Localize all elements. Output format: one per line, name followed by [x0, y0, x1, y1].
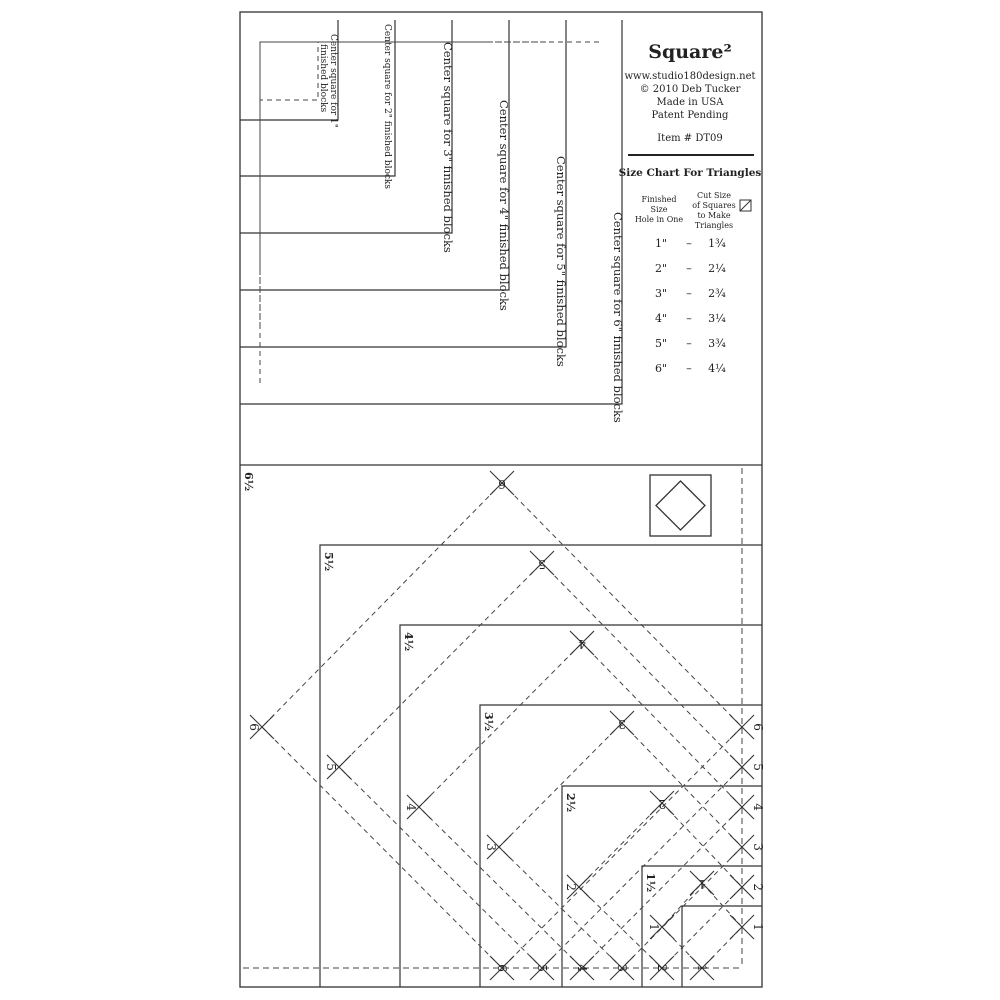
size-label-5: 1½ — [644, 873, 657, 893]
chart-finished-size: 2" — [654, 262, 668, 275]
diamond-mark-label: 2 — [751, 883, 765, 891]
center-label-4: Center square for 4" finished blocks — [497, 100, 511, 311]
col2-header-1: Cut Size — [696, 191, 732, 200]
diamond-mark-label: 4 — [575, 964, 589, 972]
chart-cut-size: 3¾ — [708, 337, 726, 350]
col2-header-4: Triangles — [694, 221, 734, 230]
diamond-mark-label: 3 — [484, 843, 498, 851]
diamond-mark-label: 3 — [751, 843, 765, 851]
chart-finished-size: 3" — [654, 287, 668, 300]
size-label-1: 5½ — [322, 552, 335, 572]
col1-header-2: Size — [650, 205, 668, 214]
size-label-2: 4½ — [402, 632, 415, 652]
product-title: Square² — [648, 41, 732, 63]
chart-cut-size: 4¼ — [708, 362, 726, 375]
diamond-mark-label: 2 — [564, 883, 578, 891]
diamond-mark-label: 3 — [618, 717, 626, 731]
diamond-mark-label: 5 — [751, 763, 765, 771]
patent-text: Patent Pending — [651, 110, 729, 121]
item-number: Item # DT09 — [657, 133, 723, 144]
chart-finished-size: 4" — [654, 312, 668, 325]
center-label-6: Center square for 6" finished blocks — [611, 212, 625, 423]
copyright-text: © 2010 Deb Tucker — [639, 84, 741, 95]
diamond-mark-label: 2 — [655, 964, 669, 972]
size-label-4: 2½ — [564, 793, 577, 813]
diamond-mark-label: 4 — [751, 803, 765, 811]
diamond-mark-label: 1 — [698, 877, 706, 891]
diamond-mark-label: 3 — [615, 964, 629, 972]
diamond-mark-label: 1 — [647, 923, 661, 931]
diamond-mark-label: 6 — [247, 723, 261, 731]
chart-finished-size: 1" — [654, 237, 668, 250]
diamond-mark-label: 6 — [495, 964, 509, 972]
chart-finished-size: 6" — [654, 362, 668, 375]
chart-cut-size: 3¼ — [708, 312, 726, 325]
center-label-1-line1: Center square for 1" — [328, 34, 338, 128]
size-chart-title: Size Chart For Triangles — [618, 167, 762, 179]
chart-dash: – — [686, 262, 692, 275]
chart-cut-size: 1¾ — [708, 237, 726, 250]
size-label-3: 3½ — [482, 712, 495, 732]
diamond-mark-label: 6 — [498, 477, 506, 491]
chart-dash: – — [686, 337, 692, 350]
diamond-mark-label: 4 — [404, 803, 418, 811]
chart-cut-size: 2¼ — [708, 262, 726, 275]
chart-dash: – — [686, 237, 692, 250]
diamond-mark-label: 5 — [535, 964, 549, 972]
size-label-0: 6½ — [242, 472, 255, 492]
diamond-mark-label: 5 — [324, 763, 338, 771]
made-in-text: Made in USA — [656, 97, 724, 108]
diamond-mark-label: 1 — [751, 923, 765, 931]
col2-header-2: of Squares — [692, 201, 736, 210]
diamond-mark-label: 1 — [695, 964, 709, 972]
center-label-2: Center square for 2" finished blocks — [382, 24, 392, 189]
chart-finished-size: 5" — [654, 337, 668, 350]
website-text: www.studio180design.net — [624, 71, 756, 82]
chart-dash: – — [686, 362, 692, 375]
col1-header-3: Hole in One — [634, 215, 684, 224]
diamond-mark-label: 6 — [751, 723, 765, 731]
center-label-3: Center square for 3" finished blocks — [441, 42, 455, 253]
diamond-mark-label: 2 — [658, 797, 666, 811]
diamond-mark-label: 4 — [578, 637, 586, 651]
col1-header-1: Finished — [641, 195, 677, 204]
center-label-5: Center square for 5" finished blocks — [554, 156, 568, 367]
chart-cut-size: 2¾ — [708, 287, 726, 300]
center-label-1-line2: finished blocks — [318, 44, 328, 113]
chart-dash: – — [686, 287, 692, 300]
chart-dash: – — [686, 312, 692, 325]
diamond-mark-label: 5 — [538, 557, 546, 571]
col2-header-3: to Make — [697, 211, 731, 220]
